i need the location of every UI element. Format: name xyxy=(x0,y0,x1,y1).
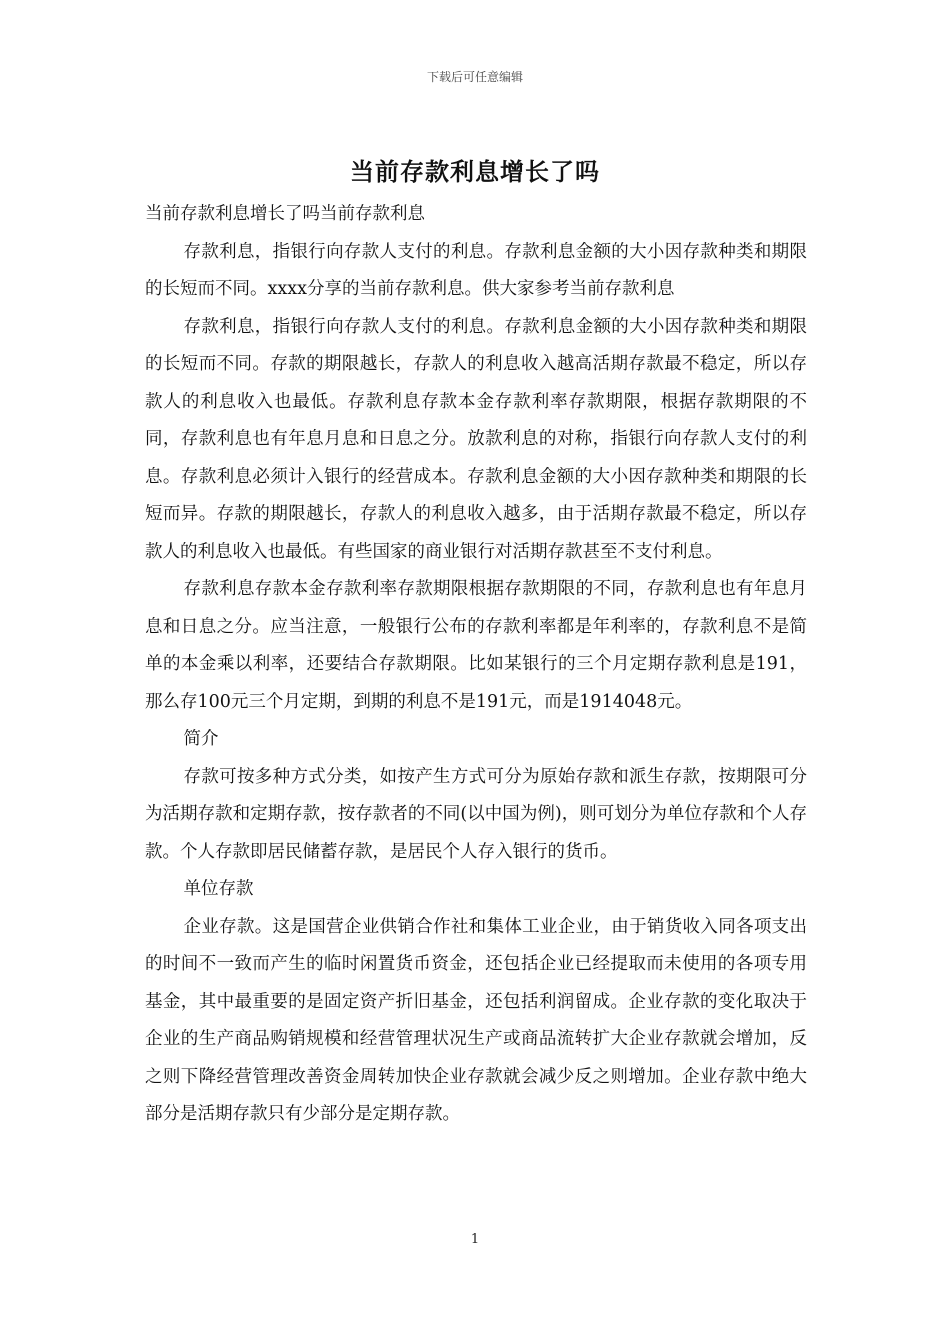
document-body xyxy=(145,196,807,1134)
section-heading-intro: 简介 xyxy=(183,729,219,749)
page-title: 当前存款利息增长了吗 xyxy=(350,158,600,186)
section-heading-unit-deposit: 单位存款 xyxy=(183,879,254,899)
header-note: 下载后可任意编辑 xyxy=(426,70,523,84)
paragraph: 存款利息，指银行向存款人支付的利息。存款利息金额的大小因存款种类和期限的长短而不同。xxxx分享的当前存款利息。供大家参考当前存款利息 xyxy=(145,241,807,299)
paragraph: 存款可按多种方式分类，如按产生方式可分为原始存款和派生存款，按期限可分为活期存款和定期存款，按存款者的不同(以中国为例)，则可划分为单位存款和个人存款。个人存款即居民储蓄存款，是居民个人存入银行的货币。 xyxy=(145,766,807,862)
paragraph: 存款利息，指银行向存款人支付的利息。存款利息金额的大小因存款种类和期限的长短而不同。存款的期限越长，存款人的利息收入越高活期存款最不稳定，所以存款人的利息收入也最低。存款利息存款本金存款利率存款期限，根据存款期限的不同，存款利息也有年息月息和日息之分。放款利息的对称，指银行向存款人支付的利息。存款利息必须计入银行的经营成本。存款利息金额的大小因存款种类和期限的长短而异。存款的期限越长，存款人的利息收入越多，由于活期存款最不稳定，所以存款人的利息收入也最低。有些国家的商业银行对活期存款甚至不支付利息。 xyxy=(145,316,807,562)
paragraph: 企业存款。这是国营企业供销合作社和集体工业企业，由于销货收入同各项支出的时间不一致而产生的临时闲置货币资金，还包括企业已经提取而未使用的各项专用基金，其中最重要的是固定资产折旧基金，还包括利润留成。企业存款的变化取决于企业的生产商品购销规模和经营管理状况生产或商品流转扩大企业存款就会增加，反之则下降经营管理改善资金周转加快企业存款就会减少反之则增加。企业存款中绝大部分是活期存款只有少部分是定期存款。 xyxy=(145,916,807,1124)
paragraph-subtitle: 当前存款利息增长了吗当前存款利息 xyxy=(145,204,425,224)
page-number: 1 xyxy=(470,1232,480,1247)
paragraph: 存款利息存款本金存款利率存款期限根据存款期限的不同，存款利息也有年息月息和日息之分。应当注意，一般银行公布的存款利率都是年利率的，存款利息不是简单的本金乘以利率，还要结合存款期限。比如某银行的三个月定期存款利息是191，那么存100元三个月定期，到期的利息不是191元，而是1914048元。 xyxy=(145,579,807,712)
